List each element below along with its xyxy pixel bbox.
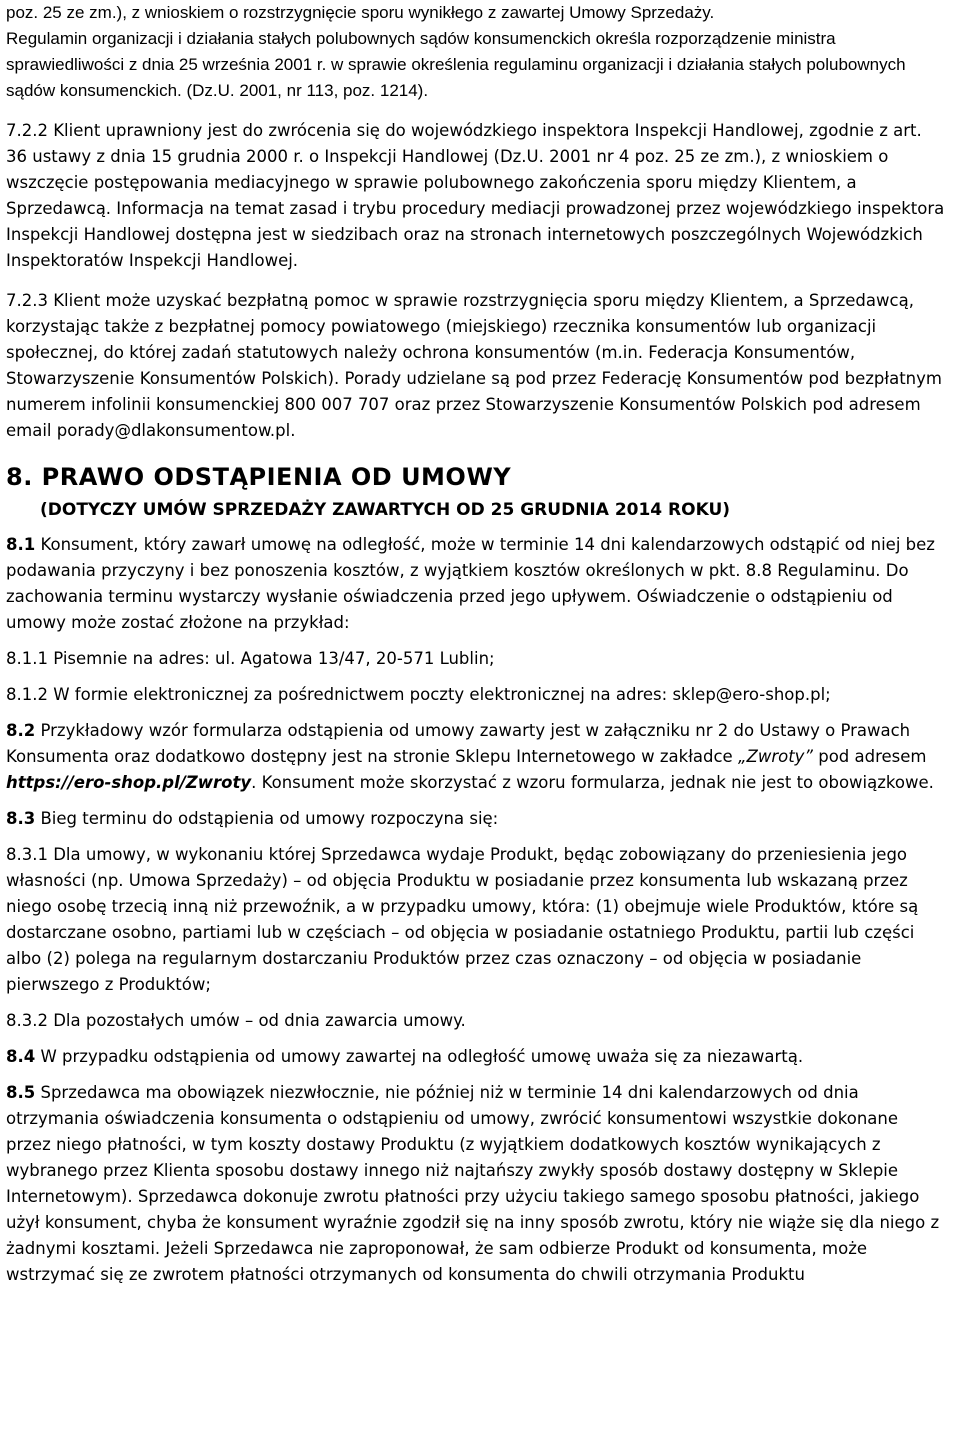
paragraph-8-1-1: 8.1.1 Pisemnie na adres: ul. Agatowa 13/47, 20-571 Lublin; [6,649,495,668]
section-subheading: (DOTYCZY UMÓW SPRZEDAŻY ZAWARTYCH OD 25 GRUDNIA 2014 ROKU) [40,500,731,520]
paragraph-8-3-1: 8.3.1 Dla umowy, w wykonaniu której Sprzedawca wydaje Produkt, będąc zobowiązany do przeniesienia jego własności (np. Umowa Sprzedaży) – od objęcia Produktu w posiadanie przez konsumenta lub wskazaną przez niego osobę trzecią inną niż przewoźnik, a w przypadku umowy, która: (1) obejmuje wiele Produktów, które są dostarczane osobno, partiami lub w częściach – od objęcia w posiadanie ostatniego Produktu, partii lub części albo (2) polega na regularnym dostarczaniu Produktów przez czas oznaczony – od objęcia w posiadanie pierwszego z Produktów; [6,845,919,994]
paragraph-8-4 [6,1044,946,1070]
text-8-5: Sprzedawca ma obowiązek niezwłocznie, nie później niż w terminie 14 dni kalendarzowych od dnia otrzymania oświadczenia konsumenta o odstąpieniu od umowy, zwrócić konsumentowi wszystkie dokonane przez niego płatności, w tym koszty dostawy Produktu (z wyjątkiem dodatkowych kosztów wynikających z wybranego przez Klienta sposobu dostawy innego niż najtańszy zwykły sposób dostawy dostępny w Sklepie Internetowym). Sprzedawca dokonuje zwrotu płatności przy użyciu takiego samego sposobu płatności, jakiego użył konsument, chyba że konsument wyraźnie zgodził się na inny sposób zwrotu, który nie wiąże się dla niego z żadnymi kosztami. Jeżeli Sprzedawca nie zaproponował, że sam odbierze Produkt od konsumenta, może wstrzymać się ze zwrotem płatności otrzymanych od konsumenta do chwili otrzymania Produktu [6,1083,940,1284]
number-8-4: 8.4 [6,1047,36,1066]
text-8-2-a: Przykładowy wzór formularza odstąpienia od umowy zawarty jest w załączniku nr 2 do Ustawy o Prawach Konsumenta oraz dodatkowo dostępny jest na stronie Sklepu Internetowego w zakładce [6,721,911,766]
paragraph-8-2 [6,718,946,796]
section-heading: 8. PRAWO ODSTĄPIENIA OD UMOWY [6,463,512,491]
text-8-1: Konsument, który zawarł umowę na odległość, może w terminie 14 dni kalendarzowych odstąpić od niej bez podawania przyczyny i bez ponoszenia kosztów, z wyjątkiem kosztów określonych w pkt. 8.8 Regulaminu. Do zachowania terminu wystarczy wysłanie oświadczenia przed jego upływem. Oświadczenie o odstąpieniu od umowy może zostać złożone na przykład: [6,535,935,632]
number-8-5: 8.5 [6,1083,36,1102]
zwroty-tab-name: „Zwroty” [737,747,813,766]
number-8-3: 8.3 [6,809,36,828]
text-8-2-b: pod adresem [812,747,927,766]
paragraph-7-2-2: 7.2.2 Klient uprawniony jest do zwrócenia się do wojewódzkiego inspektora Inspekcji Handlowej, zgodnie z art. 36 ustawy z dnia 15 grudnia 2000 r. o Inspekcji Handlowej (Dz.U. 2001 nr 4 poz. 25 ze zm.), z wnioskiem o wszczęcie postępowania mediacyjnego w sprawie polubownego zakończenia sporu między Klientem, a Sprzedawcą. Informacja na temat zasad i trybu procedury mediacji prowadzonej przez wojewódzkiego inspektora Inspekcji Handlowej dostępna jest w siedzibach oraz na stronach internetowych poszczególnych Wojewódzkich Inspektoratów Inspekcji Handlowej. [6,121,945,270]
text-8-3: Bieg terminu do odstąpienia od umowy rozpoczyna się: [35,809,499,828]
top-line-1: poz. 25 ze zm.), z wnioskiem o rozstrzygnięcie sporu wynikłego z zawartej Umowy Sprzedaży. [6,3,715,22]
paragraph-8-3-2: 8.3.2 Dla pozostałych umów – od dnia zawarcia umowy. [6,1011,466,1030]
paragraph-8-3 [6,806,946,832]
paragraph-top [6,0,946,104]
paragraph-8-1-2: 8.1.2 W formie elektronicznej za pośrednictwem poczty elektronicznej na adres: sklep@ero-shop.pl; [6,685,831,704]
top-line-rest: Regulamin organizacji i działania stałych polubownych sądów konsumenckich określa rozporządzenie ministra sprawiedliwości z dnia 25 września 2001 r. w sprawie określenia regulaminu organizacji i działania stałych polubownych sądów konsumenckich. (Dz.U. 2001, nr 113, poz. 1214). [6,29,906,100]
document-page [6,0,946,1288]
number-8-1: 8.1 [6,535,36,554]
text-8-2-c: . Konsument może skorzystać z wzoru formularza, jednak nie jest to obowiązkowe. [251,773,934,792]
text-8-4: W przypadku odstąpienia od umowy zawartej na odległość umowę uważa się za niezawartą. [35,1047,804,1066]
zwroty-url[interactable]: https://ero-shop.pl/Zwroty [6,773,252,792]
paragraph-8-1 [6,532,946,636]
paragraph-7-2-3: 7.2.3 Klient może uzyskać bezpłatną pomoc w sprawie rozstrzygnięcia sporu między Klientem, a Sprzedawcą, korzystając także z bezpłatnej pomocy powiatowego (miejskiego) rzecznika konsumentów lub organizacji społecznej, do której zadań statutowych należy ochrona konsumentów (m.in. Federacja Konsumentów, Stowarzyszenie Konsumentów Polskich). Porady udzielane są pod przez Federację Konsumentów pod bezpłatnym numerem infolinii konsumenckiej 800 007 707 oraz przez Stowarzyszenie Konsumentów Polskich pod adresem email porady@dlakonsumentow.pl. [6,291,942,440]
paragraph-8-5 [6,1080,946,1288]
number-8-2: 8.2 [6,721,36,740]
